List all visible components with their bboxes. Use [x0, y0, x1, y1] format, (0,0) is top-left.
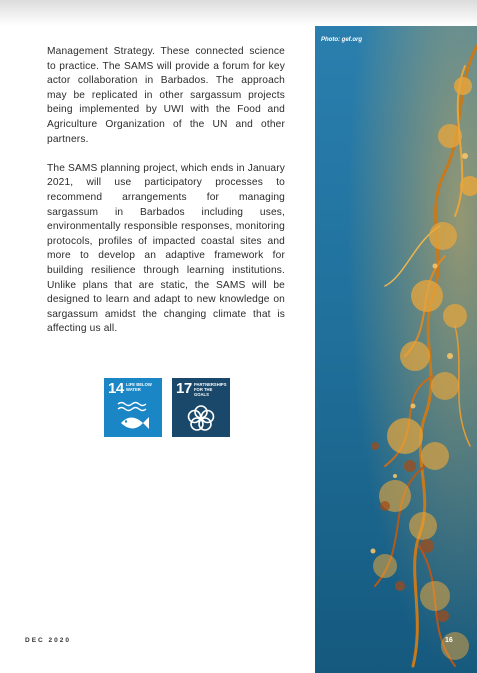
sargassum-photo [315, 26, 477, 673]
sdg-17-number: 17 [176, 380, 192, 397]
page-number: 16 [445, 637, 453, 644]
photo-credit: Photo: gef.org [321, 37, 362, 43]
top-band [0, 0, 477, 26]
sdg-14-label: LIFE BELOW WATER [126, 382, 152, 392]
sdg-17-label: PARTNERSHIPS FOR THE GOALS [194, 382, 227, 397]
sargassum-photo-art [315, 26, 477, 673]
sdg-17-tile [172, 378, 230, 437]
sdg-icons [104, 378, 230, 437]
footer-date: DEC 2020 [25, 637, 71, 644]
sdg-14-number: 14 [108, 380, 124, 397]
paragraph-1: Management Strategy. These connected science to practice. The SAMS will provide a forum for key actor collaboration in Barbados. The approach may be replicated in other sargassum projects being implemented by UWI with the Food and Agriculture Organization of the UN and other partners. [47, 46, 285, 145]
sdg-14-tile [104, 378, 162, 437]
paragraph-2: The SAMS planning project, which ends in January 2021, will use participatory processes to recommend arrangements for managing sargassum in Barbados including uses, environmentally responsible responses, monitoring protocols, profiles of impacted coastal sites and more to develop an adaptive framework for building resilience through learning institutions. Unlike plans that are static, the SAMS will be designed to learn and adapt to new knowledge on sargassum amidst the changing climate that is affecting us all. [47, 162, 285, 335]
fish-icon [104, 400, 162, 436]
body-text [47, 45, 285, 351]
partnership-rings-icon [172, 400, 230, 436]
